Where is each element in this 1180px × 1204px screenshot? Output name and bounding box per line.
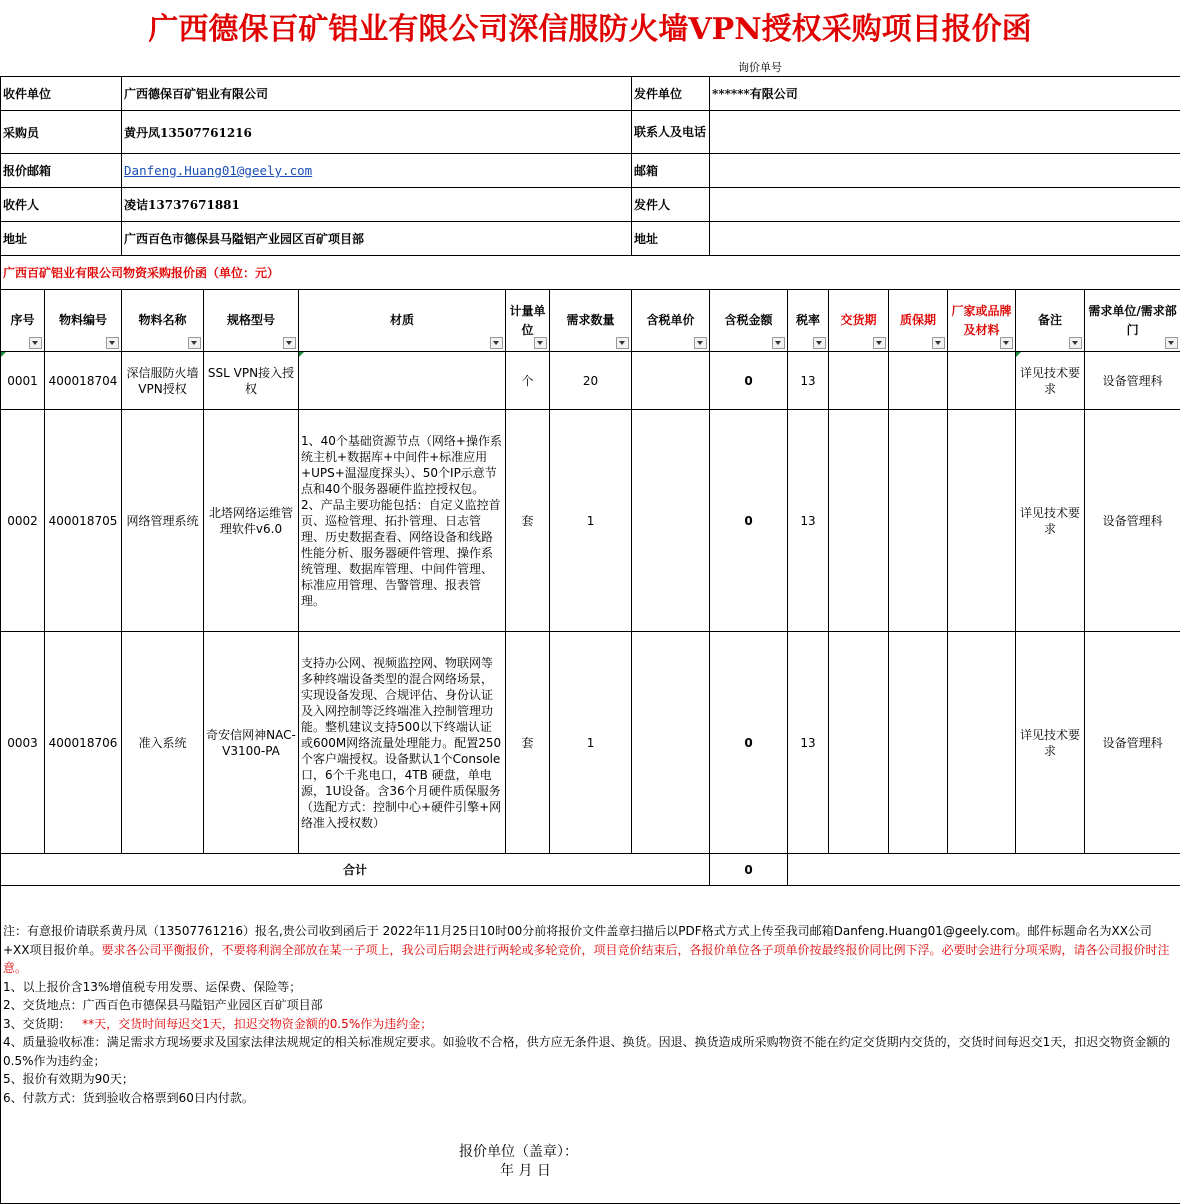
table-row (1, 352, 1180, 410)
cell-warranty[interactable] (889, 352, 948, 410)
notes-intro-warning: 要求各公司平衡报价，不要将利润全部放在某一子项上，我公司后期会进行两轮或多轮竞价，项目竞价结束后，各报价单位各子项单价按最终报价同比例下浮。必要时会进行分项采购，请各公司报价时注意。 (3, 943, 1170, 976)
cell-unit-price[interactable] (632, 632, 710, 854)
cell-material[interactable] (299, 352, 506, 410)
info-row-receiver-unit (1, 77, 1180, 111)
header-spec[interactable]: 规格型号 (204, 290, 299, 352)
total-blank (788, 854, 1180, 886)
notes-intro (3, 922, 1178, 978)
filter-dropdown-icon[interactable] (772, 337, 785, 349)
note-item-3-warning: **天，交货时间每迟交1天，扣迟交物资金额的0.5%作为违约金； (82, 1017, 432, 1031)
mailbox-label: 邮箱 (632, 154, 710, 188)
header-remark[interactable]: 备注 (1016, 290, 1085, 352)
header-name[interactable]: 物料名称 (122, 290, 204, 352)
cell-unit-price[interactable] (632, 352, 710, 410)
cell-seq[interactable]: 0003 (1, 632, 45, 854)
cell-brand[interactable] (948, 410, 1016, 632)
recipient-label: 收件人 (1, 188, 122, 222)
cell-amount[interactable]: 0 (710, 352, 788, 410)
cell-spec[interactable]: 奇安信网神NAC-V3100-PA (204, 632, 299, 854)
cell-code[interactable]: 400018704 (45, 352, 122, 410)
cell-spec[interactable]: SSL VPN接入授权 (204, 352, 299, 410)
info-row-recipient (1, 188, 1180, 222)
contact-label: 联系人及电话 (632, 111, 710, 154)
seal-date: 年 月 日 (3, 1162, 1178, 1181)
header-qty[interactable]: 需求数量 (550, 290, 632, 352)
filter-dropdown-icon[interactable] (873, 337, 886, 349)
cell-delivery[interactable] (829, 410, 889, 632)
header-warranty[interactable]: 质保期 (889, 290, 948, 352)
sender-unit-value[interactable]: ******有限公司 (710, 77, 1180, 111)
header-brand[interactable]: 厂家或品牌及材料 (948, 290, 1016, 352)
filter-dropdown-icon[interactable] (932, 337, 945, 349)
table-row (1, 632, 1180, 854)
address-label: 地址 (1, 222, 122, 256)
cell-name[interactable]: 准入系统 (122, 632, 204, 854)
filter-dropdown-icon[interactable] (490, 337, 503, 349)
cell-unit[interactable]: 套 (506, 410, 550, 632)
total-label: 合计 (1, 854, 710, 886)
buyer-value: 黄丹凤13507761216 (122, 111, 632, 154)
cell-name[interactable]: 网络管理系统 (122, 410, 204, 632)
note-item-2: 2、交货地点：广西百色市德保县马隘铝产业园区百矿项目部 (3, 996, 1178, 1015)
header-seq[interactable]: 序号 (1, 290, 45, 352)
header-unit[interactable]: 计量单位 (506, 290, 550, 352)
note-item-3 (3, 1015, 1178, 1034)
filter-dropdown-icon[interactable] (1000, 337, 1013, 349)
notes-intro-text: 注：有意报价请联系黄丹凤（13507761216）报名,贵公司收到函后于 2022年11月25日10时00分前将报价文件盖章扫描后以PDF格式方式上传至我司邮箱Danfeng.Huang01@geely.com。邮件标题命名为XX公司+XX项目报价单。 (3, 924, 1152, 957)
cell-unit-price[interactable] (632, 410, 710, 632)
section-title: 广西百矿铝业有限公司物资采购报价函（单位：元） (1, 256, 1180, 290)
filter-dropdown-icon[interactable] (106, 337, 119, 349)
contact-value[interactable] (710, 111, 1180, 154)
filter-dropdown-icon[interactable] (813, 337, 826, 349)
cell-qty[interactable]: 20 (550, 352, 632, 410)
cell-amount[interactable]: 0 (710, 410, 788, 632)
cell-warranty[interactable] (889, 632, 948, 854)
sender-label: 发件人 (632, 188, 710, 222)
note-item-5: 5、报价有效期为90天； (3, 1070, 1178, 1089)
header-dept[interactable]: 需求单位/需求部门 (1085, 290, 1180, 352)
cell-qty[interactable]: 1 (550, 632, 632, 854)
table-header-row (1, 290, 1180, 352)
notes-block (1, 886, 1180, 1204)
header-material[interactable]: 材质 (299, 290, 506, 352)
cell-remark[interactable]: 详见技术要求 (1016, 632, 1085, 854)
cell-brand[interactable] (948, 632, 1016, 854)
info-row-email (1, 154, 1180, 188)
cell-code[interactable]: 400018705 (45, 410, 122, 632)
cell-qty[interactable]: 1 (550, 410, 632, 632)
info-row-buyer (1, 111, 1180, 154)
cell-tax[interactable]: 13 (788, 632, 829, 854)
inquiry-number-label: 询价单号 (700, 60, 820, 76)
note-item-1: 1、以上报价含13%增值税专用发票、运保费、保险等； (3, 978, 1178, 997)
cell-code[interactable]: 400018706 (45, 632, 122, 854)
filter-dropdown-icon[interactable] (188, 337, 201, 349)
filter-dropdown-icon[interactable] (283, 337, 296, 349)
cell-name[interactable]: 深信服防火墙VPN授权 (122, 352, 204, 410)
sender-value[interactable] (710, 188, 1180, 222)
cell-dept[interactable]: 设备管理科 (1085, 410, 1180, 632)
cell-warranty[interactable] (889, 410, 948, 632)
filter-dropdown-icon[interactable] (1165, 337, 1178, 349)
cell-tax[interactable]: 13 (788, 410, 829, 632)
seal-label: 报价单位（盖章）： (3, 1143, 1178, 1162)
note-item-3-label: 3、交货期： (3, 1017, 71, 1031)
header-unit-price[interactable]: 含税单价 (632, 290, 710, 352)
recipient-value: 凌诘13737671881 (122, 188, 632, 222)
cell-remark[interactable]: 详见技术要求 (1016, 352, 1085, 410)
cell-delivery[interactable] (829, 632, 889, 854)
cell-material[interactable]: 支持办公网、视频监控网、物联网等多种终端设备类型的混合网络场景，实现设备发现、合规评估、身份认证及入网控制等泛终端准入控制管理功能。整机建议支持500以下终端认证或600M网络流量处理能力。配置250个客户端授权。设备默认1个Console口，6个千兆电口，4TB 硬盘，单电源，1U设备。含36个月硬件质保服务（选配方式：控制中心+硬件引擎+网络准入授权数） (299, 632, 506, 854)
cell-dept[interactable]: 设备管理科 (1085, 352, 1180, 410)
sender-address-value[interactable] (710, 222, 1180, 256)
filter-dropdown-icon[interactable] (1069, 337, 1082, 349)
filter-dropdown-icon[interactable] (694, 337, 707, 349)
address-value: 广西百色市德保县马隘铝产业园区百矿项目部 (122, 222, 632, 256)
cell-brand[interactable] (948, 352, 1016, 410)
cell-remark[interactable]: 详见技术要求 (1016, 410, 1085, 632)
notes-row (1, 886, 1180, 1204)
sender-address-label: 地址 (632, 222, 710, 256)
note-item-4: 4、质量验收标准：满足需求方现场要求及国家法律法规规定的相关标准规定要求。如验收不合格，供方应无条件退、换货。因退、换货造成所采购物资不能在约定交货期内交货的，交货时间每迟交1天，扣迟交物资金额的0.5%作为违约金； (3, 1033, 1178, 1070)
section-title-row (1, 256, 1180, 290)
filter-dropdown-icon[interactable] (29, 337, 42, 349)
cell-material[interactable]: 1、40个基础资源节点（网络+操作系统主机+数据库+中间件+标准应用+UPS+温湿度探头）、50个IP示意节点和40个服务器硬件监控授权包。2、产品主要功能包括：自定义监控首页、巡检管理、拓扑管理、日志管理、历史数据查看、网络设备和线路性能分析、服务器硬件管理、操作系统管理、数据库管理、中间件管理、标准应用管理、告警管理、报表管理。 (299, 410, 506, 632)
cell-dept[interactable]: 设备管理科 (1085, 632, 1180, 854)
note-item-6: 6、付款方式：货到验收合格票到60日内付款。 (3, 1089, 1178, 1108)
mailbox-value[interactable] (710, 154, 1180, 188)
cell-unit[interactable]: 个 (506, 352, 550, 410)
cell-delivery[interactable] (829, 352, 889, 410)
buyer-label: 采购员 (1, 111, 122, 154)
table-row (1, 410, 1180, 632)
sender-unit-label: 发件单位 (632, 77, 710, 111)
filter-dropdown-icon[interactable] (616, 337, 629, 349)
header-tax[interactable]: 税率 (788, 290, 829, 352)
cell-tax[interactable]: 13 (788, 352, 829, 410)
document-title: 广西德保百矿铝业有限公司深信服防火墙VPN授权采购项目报价函 (0, 8, 1180, 52)
cell-seq[interactable]: 0001 (1, 352, 45, 410)
info-row-address (1, 222, 1180, 256)
cell-amount[interactable]: 0 (710, 632, 788, 854)
total-amount[interactable]: 0 (710, 854, 788, 886)
receiver-unit-label: 收件单位 (1, 77, 122, 111)
total-row (1, 854, 1180, 886)
filter-dropdown-icon[interactable] (534, 337, 547, 349)
header-amount[interactable]: 含税金额 (710, 290, 788, 352)
header-code[interactable]: 物料编号 (45, 290, 122, 352)
cell-spec[interactable]: 北塔网络运维管理软件v6.0 (204, 410, 299, 632)
header-delivery[interactable]: 交货期 (829, 290, 889, 352)
quote-email-link[interactable]: Danfeng.Huang01@geely.com (124, 163, 312, 178)
quotation-sheet (0, 76, 1180, 1204)
cell-unit[interactable]: 套 (506, 632, 550, 854)
quote-email-label: 报价邮箱 (1, 154, 122, 188)
receiver-unit-value: 广西德保百矿铝业有限公司 (122, 77, 632, 111)
cell-seq[interactable]: 0002 (1, 410, 45, 632)
